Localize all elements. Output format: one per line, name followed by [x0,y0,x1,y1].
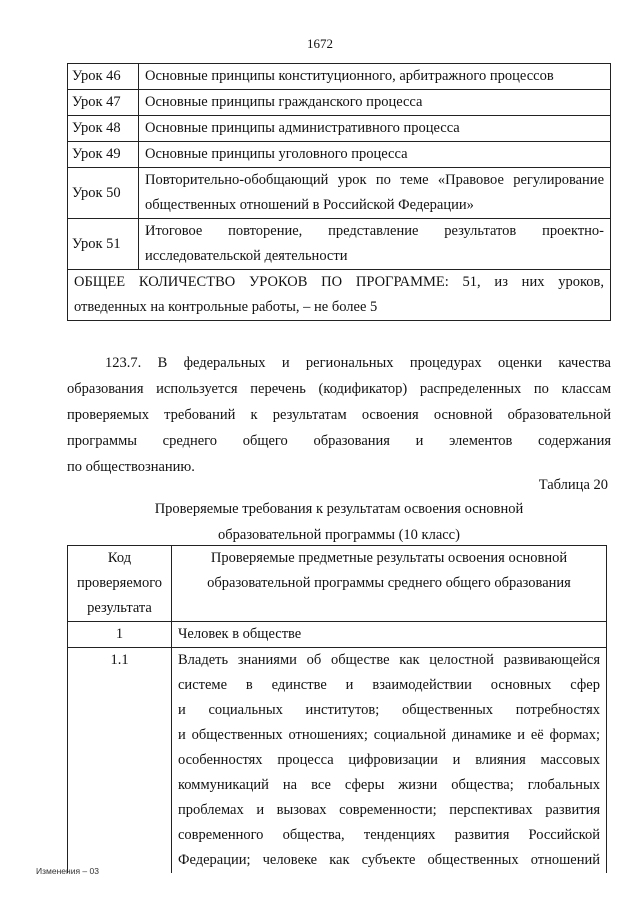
table-row [68,90,611,116]
footer-note: Изменения – 03 [36,866,99,876]
table-title: Проверяемые требования к результатам освоения основной образовательной программы (10 класс) [154,501,524,543]
result-description: Человек в обществе [172,622,607,648]
table-row [68,64,611,90]
lesson-topic: Основные принципы гражданского процесса [139,90,611,116]
result-code: 1.1 [68,648,172,874]
lesson-code: Урок 50 [68,168,139,219]
table-row [68,270,611,321]
lessons-total: ОБЩЕЕ КОЛИЧЕСТВО УРОКОВ ПО ПРОГРАММЕ: 51, из них уроков, отведенных на контрольные работы, – не более 5 [68,270,611,321]
page-number: 1672 [307,36,333,51]
paragraph-123-7: 123.7. В федеральных и региональных процедурах оценки качества образования используется перечень (кодификатор) распределенных по классам проверяемых требований к результатам освоения основной образовательной программы среднего общего образования и элементов содержания по обществознанию. [67,355,611,475]
table-row [68,219,611,270]
table-row [68,648,607,874]
lessons-table [67,63,611,321]
table-row [68,168,611,219]
header-code: Код проверяемого результата [68,546,172,622]
table-row [68,142,611,168]
result-code: 1 [68,622,172,648]
header-description: Проверяемые предметные результаты освоения основной образовательной программы среднего общего образования [172,546,607,622]
table-row [68,622,607,648]
lesson-topic: Повторительно-обобщающий урок по теме «Правовое регулирование общественных отношений в Российской Федерации» [139,168,611,219]
lesson-code: Урок 51 [68,219,139,270]
lesson-topic: Итоговое повторение, представление результатов проектно- исследовательской деятельности [139,219,611,270]
result-description: Владеть знаниями об обществе как целостной развивающейся системе в единстве и взаимодействии основных сфер и социальных институтов; общественных потребностях и общественных отношениях; социальной динамике и её формах; особенностях процесса цифровизации и влияния массовых коммуникаций на все сферы жизни общества; глобальных проблемах и вызовах современности; перспективах развития современного общества, тенденциях развития Российской Федерации; человеке как субъекте общественных отношений [172,648,607,874]
lesson-topic: Основные принципы административного процесса [139,116,611,142]
lesson-code: Урок 46 [68,64,139,90]
lesson-topic: Основные принципы уголовного процесса [139,142,611,168]
table-header-row [68,546,607,622]
table-row [68,116,611,142]
table-label: Таблица 20 [538,477,608,493]
lesson-code: Урок 47 [68,90,139,116]
lesson-topic: Основные принципы конституционного, арбитражного процессов [139,64,611,90]
lesson-code: Урок 48 [68,116,139,142]
lesson-code: Урок 49 [68,142,139,168]
requirements-table [67,545,607,873]
